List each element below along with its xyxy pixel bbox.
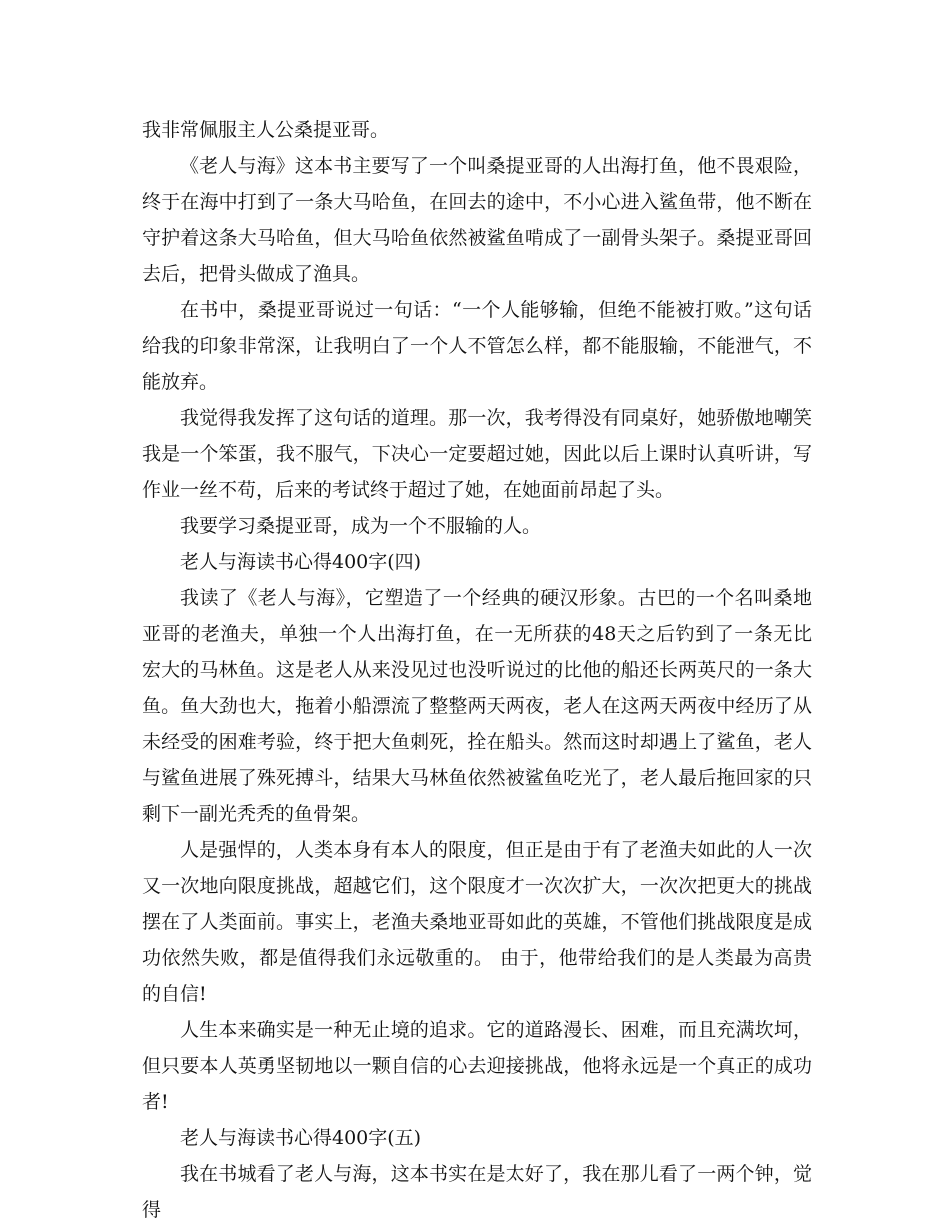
section-heading-4: 老人与海读书心得400字(四) bbox=[180, 551, 422, 573]
section-heading-5: 老人与海读书心得400字(五) bbox=[180, 1127, 422, 1149]
paragraph-bookstore: 我在书城看了老人与海，这本书实在是太好了，我在那儿看了一两个钟，觉得 bbox=[142, 1163, 812, 1221]
document-body bbox=[142, 112, 812, 1228]
paragraph-continuation: 我非常佩服主人公桑提亚哥。 bbox=[142, 119, 390, 141]
paragraph-resolve: 我要学习桑提亚哥，成为一个不服输的人。 bbox=[180, 515, 542, 537]
paragraph-life-pursuit: 人生本来确实是一种无止境的追求。它的道路漫长、困难，而且充满坎坷，但只要本人英勇坚韧地以一颗自信的心去迎接挑战，他将永远是一个真正的成功者! bbox=[142, 1019, 812, 1113]
paragraph-quote: 在书中，桑提亚哥说过一句话：“一个人能够输，但绝不能被打败。”这句话给我的印象非常深，让我明白了一个人不管怎么样，都不能服输，不能泄气，不能放弃。 bbox=[142, 299, 812, 393]
paragraph-summary: 《老人与海》这本书主要写了一个叫桑提亚哥的人出海打鱼，他不畏艰险，终于在海中打到了一条大马哈鱼，在回去的途中，不小心进入鲨鱼带，他不断在守护着这条大马哈鱼，但大马哈鱼依然被鲨鱼啃成了一副骨头架子。桑提亚哥回去后，把骨头做成了渔具。 bbox=[142, 155, 812, 285]
paragraph-human-limits: 人是强悍的，人类本身有本人的限度，但正是由于有了老渔夫如此的人一次又一次地向限度挑战，超越它们，这个限度才一次次扩大，一次次把更大的挑战摆在了人类面前。事实上，老渔夫桑地亚哥如此的英雄，不管他们挑战限度是成功依然失败，都是值得我们永远敬重的。 由于，他带给我们的是人类最为高贵的自信! bbox=[142, 839, 812, 1005]
paragraph-experience: 我觉得我发挥了这句话的道理。那一次，我考得没有同桌好，她骄傲地嘲笑我是一个笨蛋，我不服气，下决心一定要超过她，因此以后上课时认真听讲，写作业一丝不苟，后来的考试终于超过了她，在她面前昂起了头。 bbox=[142, 407, 812, 501]
paragraph-story: 我读了《老人与海》，它塑造了一个经典的硬汉形象。古巴的一个名叫桑地亚哥的老渔夫，单独一个人出海打鱼，在一无所获的48天之后钓到了一条无比宏大的马林鱼。这是老人从来没见过也没听说过的比他的船还长两英尺的一条大鱼。鱼大劲也大，拖着小船漂流了整整两天两夜，老人在这两天两夜中经历了从未经受的困难考验，终于把大鱼刺死，拴在船头。然而这时却遇上了鲨鱼，老人与鲨鱼进展了殊死搏斗，结果大马林鱼依然被鲨鱼吃光了，老人最后拖回家的只剩下一副光秃秃的鱼骨架。 bbox=[142, 587, 812, 825]
